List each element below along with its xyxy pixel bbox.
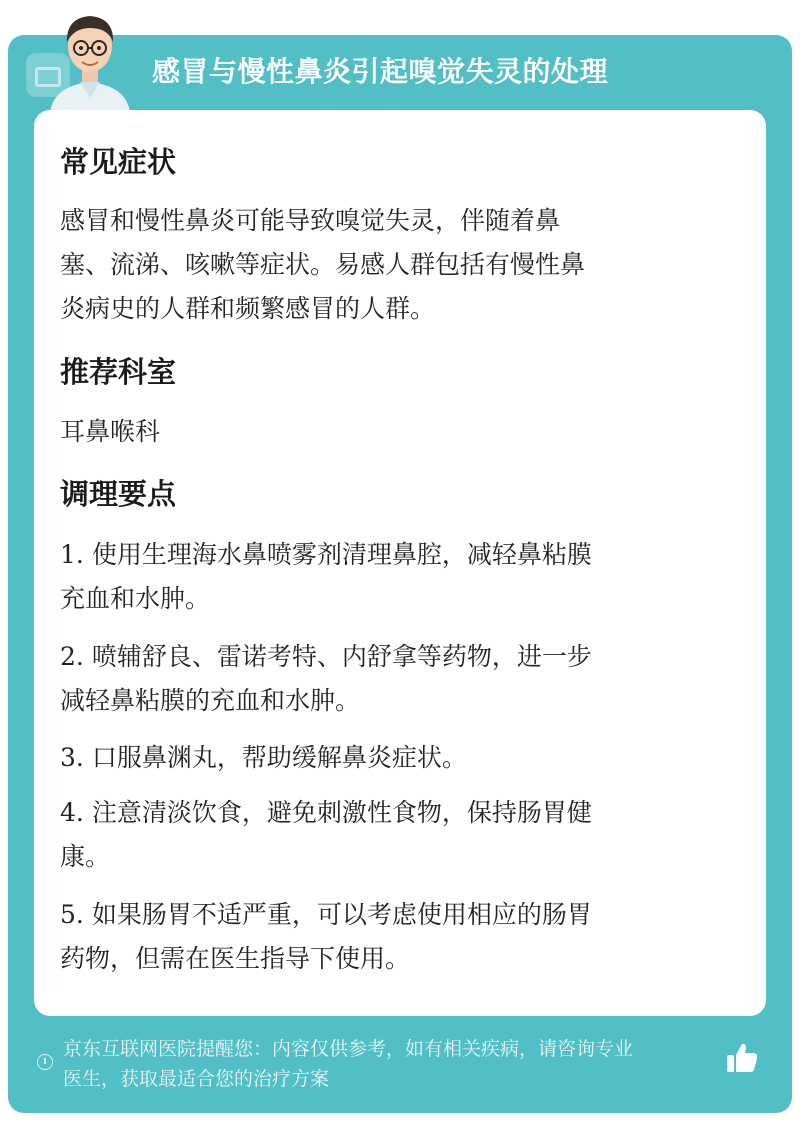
info-icon: [37, 1054, 53, 1070]
section-title-care-tips: 调理要点: [60, 477, 177, 511]
disclaimer-text: 京东互联网医院提醒您：内容仅供参考，如有相关疾病，请咨询专业 医生，获取最适合您的治疗方案: [63, 1038, 634, 1090]
page-title: 感冒与慢性鼻炎引起嗅觉失灵的处理: [152, 55, 609, 88]
thumbs-up-icon[interactable]: [724, 1040, 760, 1076]
section-title-department: 推荐科室: [60, 355, 177, 389]
care-tip-item: 5. 如果肠胃不适严重，可以考虑使用相应的肠胃 药物，但需在医生指导下使用。: [60, 900, 592, 973]
care-tip-item: 2. 喷辅舒良、雷诺考特、内舒拿等药物，进一步 减轻鼻粘膜的充血和水肿。: [60, 642, 592, 715]
care-tip-item: 1. 使用生理海水鼻喷雾剂清理鼻腔，减轻鼻粘膜 充血和水肿。: [60, 540, 592, 613]
department-text: 耳鼻喉科: [60, 417, 161, 446]
care-tip-item: 4. 注意清淡饮食，避免刺激性食物，保持肠胃健 康。: [60, 798, 592, 871]
doctor-avatar-icon: [44, 6, 136, 112]
section-title-symptoms: 常见症状: [60, 145, 177, 179]
care-tip-item: 3. 口服鼻渊丸，帮助缓解鼻炎症状。: [60, 743, 467, 772]
symptoms-text: 感冒和慢性鼻炎可能导致嗅觉失灵，伴随着鼻 塞、流涕、咳嗽等症状。易感人群包括有慢性鼻 炎病史的人群和频繁感冒的人群。: [60, 206, 586, 323]
